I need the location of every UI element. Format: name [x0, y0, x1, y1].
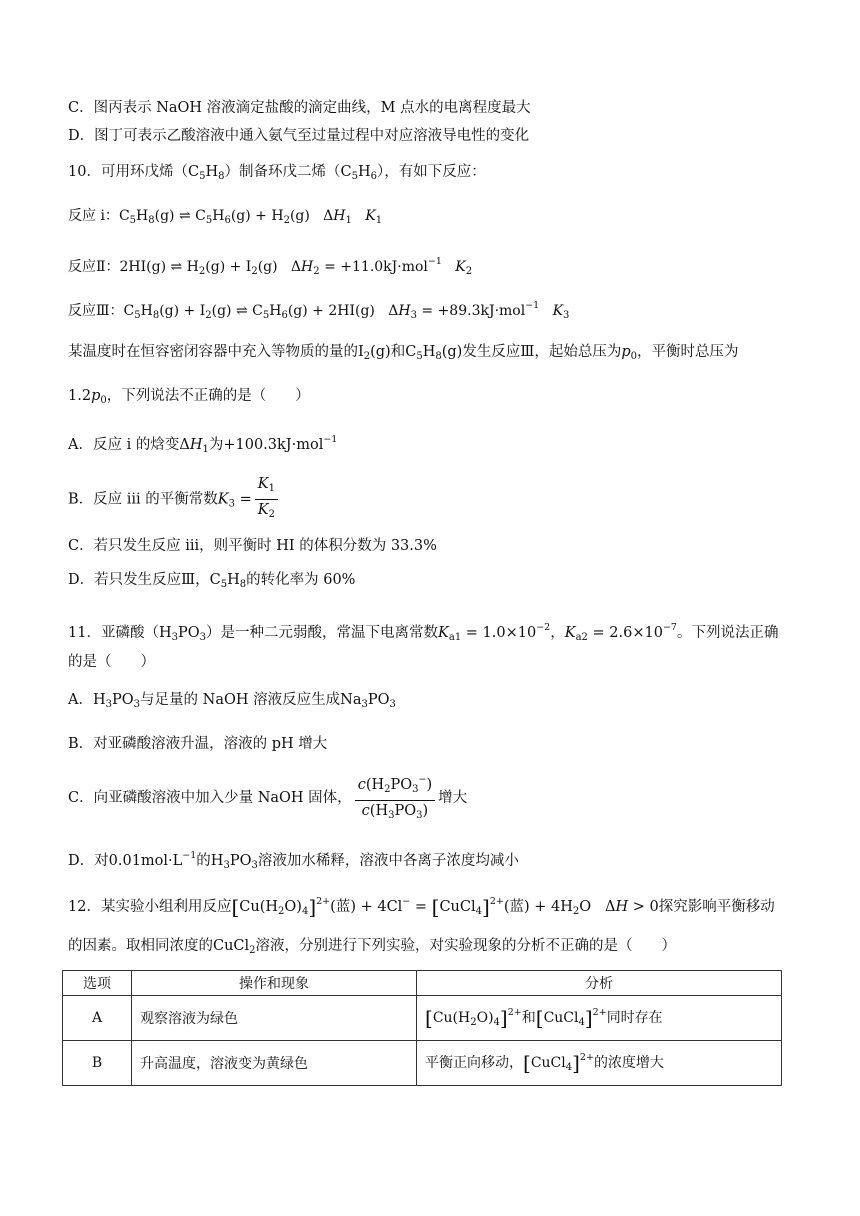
table-header-row: [63, 971, 782, 996]
q9-option-c: C．图丙表示 NaOH 溶液滴定盐酸的滴定曲线，M 点水的电离程度最大: [68, 100, 531, 116]
table-cell-option: A: [63, 996, 132, 1041]
q10-condition-cont: $1.2p_0$，下列说法不正确的是（ ）: [68, 388, 310, 406]
q9-option-d: D．图丁可表示乙酸溶液中通入氨气至过量过程中对应溶液导电性的变化: [68, 128, 530, 144]
table-header-operation: 操作和现象: [132, 971, 417, 996]
q12-table: [62, 970, 782, 1086]
q12-stem-cont: 的因素。取相同浓度的CuCl$_2$溶液，分别进行下列实验，对实验现象的分析不正确的是（ ）: [68, 938, 677, 956]
table-header-option: 选项: [63, 971, 132, 996]
q11-option-d: D．对$0.01mol\cdot L^{-1}$的$H_3PO_3$溶液加水稀释，溶液中各离子浓度均减小: [68, 850, 519, 871]
q10-option-d: D．若只发生反应Ⅲ，$C_5H_8$的转化率为 60%: [68, 572, 356, 590]
q10-condition: 某温度时在恒容密闭容器中充入等物质的量的$I_2(g)$和$C_5H_8(g)$发生反应Ⅲ，起始总压为$p_0$，平衡时总压为: [68, 344, 739, 362]
q10-option-a: A．反应 i 的焓变$\Delta H_1$为+100.3kJ·mol$^{-1}$: [68, 434, 338, 455]
q11-option-b: B．对亚磷酸溶液升温，溶液的 pH 增大: [68, 736, 328, 752]
table-row: [63, 1041, 782, 1086]
q10-option-c: C．若只发生反应 iii，则平衡时 HI 的体积分数为 33.3%: [68, 538, 437, 554]
table-cell-analysis: 平衡正向移动，[CuCl$_4$]$^{2+}$的浓度增大: [417, 1041, 782, 1086]
q10-reaction-1: 反应 i：$C_5H_8(g)$ ⇌ $C_5H_6(g) + H_2(g)$ $\Delta H_1$ $K_1$: [68, 208, 383, 226]
table-cell-analysis: $[Cu(H_2O)_4]^{2+}$和[CuCl$_4$]$^{2+}$同时存在: [417, 996, 782, 1041]
table-cell-option: B: [63, 1041, 132, 1086]
q10-reaction-2: 反应Ⅱ：2HI(g) ⇌ $H_2(g) + I_2(g) \Delta H_2 = +11.0kJ\cdot mol^{-1}$ $K_2$: [68, 256, 473, 277]
table-header-analysis: 分析: [417, 971, 782, 996]
q10-stem: 10．可用环戊烯$(C_5H_8)$制备环戊二烯$(C_5H_6)$，有如下反应：: [68, 164, 486, 182]
q11-option-a: A．$H_3PO_3$与足量的 NaOH 溶液反应生成$Na_3PO_3$: [68, 692, 396, 710]
q10-option-b: B．反应 iii 的平衡常数$K_3$ = $\frac{K_1}{K_2}$: [68, 474, 281, 525]
q11-stem-cont: 的是（ ）: [68, 654, 155, 670]
table-cell-operation: 升高温度，溶液变为黄绿色: [132, 1041, 417, 1086]
q10-reaction-3: 反应Ⅲ：$C_5H_8(g) + I_2(g)$ ⇌ $C_5H_6(g) + 2HI(g) \Delta H_3 = +89.3kJ\cdot mol^{-1}$ $K_3$: [68, 300, 570, 321]
q11-stem: 11．亚磷酸$(H_3PO_3)$是一种二元弱酸，常温下电离常数$K_{a1} = 1.0\times 10^{-2}$，$K_{a2} = 2.6\times 10^{-7}$。下列说法正确: [68, 622, 779, 643]
table-cell-operation: 观察溶液为绿色: [132, 996, 417, 1041]
q11-option-c: C．向亚磷酸溶液中加入少量 NaOH 固体， $\frac{c(H_2PO_3^-)}{c(H_3PO_3)}$ 增大: [68, 770, 467, 826]
table-row: [63, 996, 782, 1041]
q12-stem: 12．某实验小组利用反应$[Cu(H_2O)_4]^{2+}$(蓝) + 4Cl− = [CuCl$_4$]$^{2+}$(蓝) + $4H_2O$ ΔH > 0探究影响平衡移动: [68, 895, 775, 919]
